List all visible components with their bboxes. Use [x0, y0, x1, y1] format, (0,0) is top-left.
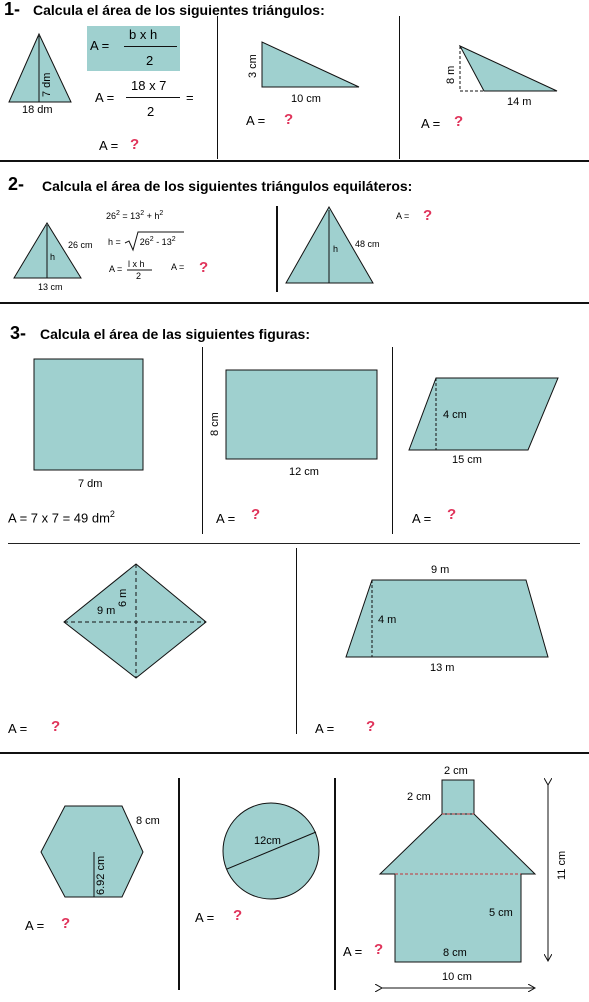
- house-height-label: 11 cm: [556, 850, 568, 880]
- triangle-2-shape: [262, 42, 359, 87]
- hexagon-shape: [41, 806, 143, 897]
- house-chimney-side-label: 2 cm: [407, 791, 431, 803]
- answer-hexagon-label: A =: [25, 918, 45, 933]
- rectangle-base-label: 12 cm: [289, 466, 319, 478]
- house-inner-base-label: 8 cm: [443, 947, 467, 959]
- answer-trap-question: ?: [366, 718, 376, 735]
- equation-3-answer: A =: [171, 262, 185, 272]
- trapezoid-shape: [346, 580, 548, 657]
- house-chimney-top-label: 2 cm: [444, 765, 468, 777]
- work-bar: [126, 97, 180, 98]
- square-side-label: 7 dm: [78, 478, 103, 490]
- divider-s3-a: [202, 347, 203, 534]
- equation-1: $26^2 = 13^2 + h^2$: [106, 210, 164, 221]
- hexagon-apothem-label: 6.92 cm: [95, 855, 107, 895]
- answer-rhombus-label: A =: [8, 721, 28, 736]
- answer-trap-label: A =: [315, 721, 335, 736]
- section-1-number: 1-: [4, 0, 21, 19]
- equation-3-denominator: 2: [136, 271, 142, 281]
- trapezoid-height-label: 4 m: [378, 614, 397, 626]
- triangle-3-base-label: 14 m: [507, 96, 532, 108]
- rhombus-d2-label: 6 m: [117, 588, 129, 607]
- answer-1c-label: A =: [421, 116, 441, 131]
- triangle-3-shape: [460, 46, 557, 91]
- house-base-label: 10 cm: [442, 971, 472, 983]
- divider-s3-b: [392, 347, 393, 534]
- divider-s3-c: [296, 548, 297, 734]
- house-side-label: 5 cm: [489, 907, 513, 919]
- formula-bar: [124, 46, 177, 47]
- answer-1a-question: ?: [130, 136, 140, 153]
- formula-a: A =: [90, 38, 110, 53]
- rectangle-shape: [226, 370, 377, 459]
- answer-house-question: ?: [374, 941, 384, 958]
- answer-para-label: A =: [412, 511, 432, 526]
- answer-para-question: ?: [447, 506, 457, 523]
- divider-s1-b: [399, 16, 400, 159]
- answer-rect-label: A =: [216, 511, 236, 526]
- work-denominator: 2: [147, 104, 155, 119]
- formula-denominator: 2: [146, 53, 154, 68]
- equilateral-2-side-label: 48 cm: [355, 239, 380, 249]
- answer-1b-label: A =: [246, 113, 266, 128]
- square-answer: A = 7 x 7 = 49 $dm^2$: [8, 509, 115, 526]
- house-chimney: [442, 780, 474, 814]
- section-3-heading: Calcula el área de las siguientes figuras:: [40, 326, 310, 342]
- rule-row-2: [8, 543, 580, 544]
- section-2-heading: Calcula el área de los siguientes triángulos equiláteros:: [42, 178, 413, 194]
- rectangle-height-label: 8 cm: [209, 412, 221, 436]
- parallelogram-base-label: 15 cm: [452, 454, 482, 466]
- section-1-heading: Calcula el área de los siguientes triángulos:: [33, 2, 325, 18]
- rule-section-2: [0, 302, 589, 304]
- rhombus-shape: [64, 564, 206, 678]
- equation-3-a: A =: [109, 264, 123, 274]
- equation-3-numerator: l x h: [128, 259, 145, 269]
- work-numerator: 18 x 7: [131, 78, 167, 93]
- answer-rhombus-question: ?: [51, 718, 61, 735]
- triangle-2-base-label: 10 cm: [291, 93, 321, 105]
- answer-rect-question: ?: [251, 506, 261, 523]
- triangle-1-base-label: 18 dm: [22, 104, 53, 116]
- triangle-2-height-label: 3 cm: [247, 54, 259, 78]
- answer-2b-label: A =: [396, 211, 410, 221]
- parallelogram-height-label: 4 cm: [443, 409, 467, 421]
- rule-row-3: [0, 752, 589, 754]
- triangle-3-height-label: 8 m: [445, 65, 457, 84]
- trapezoid-top-label: 9 m: [431, 564, 450, 576]
- equilateral-1-h-label: h: [50, 252, 56, 262]
- house-roof: [380, 814, 535, 874]
- work-a: A =: [95, 90, 115, 105]
- answer-2a-question: ?: [199, 259, 209, 276]
- circle-diameter-label: 12cm: [254, 835, 281, 847]
- rule-section-1: [0, 160, 589, 162]
- section-3-number: 3-: [10, 323, 27, 343]
- answer-1c-question: ?: [454, 113, 464, 130]
- triangle-1-shape: [9, 34, 71, 102]
- equilateral-1-base-label: 13 cm: [38, 282, 63, 292]
- answer-house-label: A =: [343, 944, 363, 959]
- hexagon-side-label: 8 cm: [136, 815, 160, 827]
- formula-numerator: b x h: [129, 27, 158, 42]
- section-2-number: 2-: [8, 174, 25, 194]
- answer-1b-question: ?: [284, 111, 294, 128]
- parallelogram-shape: [409, 378, 558, 450]
- equilateral-1-side-label: 26 cm: [68, 240, 93, 250]
- rhombus-d1-label: 9 m: [97, 605, 116, 617]
- work-equals: =: [186, 90, 194, 105]
- answer-circle-question: ?: [233, 907, 243, 924]
- divider-s1-a: [217, 16, 218, 159]
- equation-2: $h = 26^2 - 13^2$: [108, 236, 176, 247]
- answer-2b-question: ?: [423, 207, 433, 224]
- divider-s3-d: [178, 778, 180, 990]
- divider-s2: [276, 206, 278, 292]
- answer-1a-label: A =: [99, 138, 119, 153]
- triangle-1-height-label: 7 dm: [41, 72, 53, 97]
- answer-hexagon-question: ?: [61, 915, 71, 932]
- trapezoid-base-label: 13 m: [430, 662, 455, 674]
- answer-circle-label: A =: [195, 910, 215, 925]
- square-shape: [34, 359, 143, 470]
- equilateral-2-h-label: h: [333, 244, 339, 254]
- divider-s3-e: [334, 778, 336, 990]
